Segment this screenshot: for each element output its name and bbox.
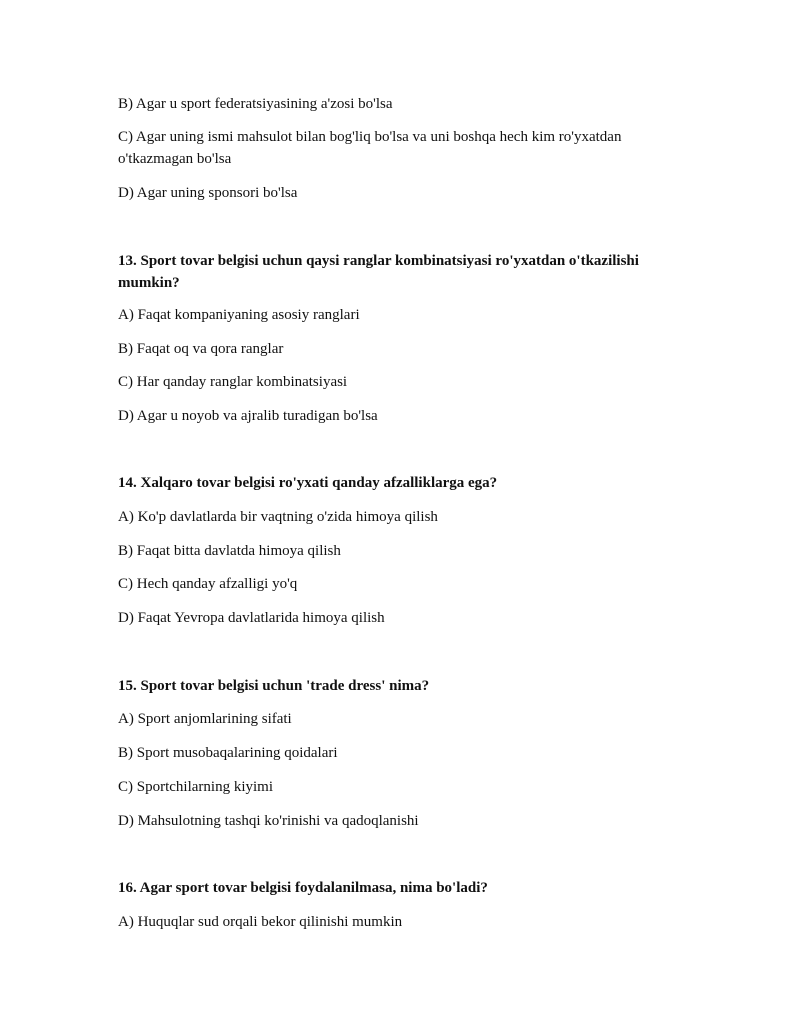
option-12-d: D) Agar uning sponsori bo'lsa [118,185,298,201]
question-13: 13. Sport tovar belgisi uchun qaysi ranglar kombinatsiyasi ro'yxatdan o'tkazilishi mumkin? [118,253,639,291]
option-16-a: A) Huquqlar sud orqali bekor qilinishi mumkin [118,914,403,930]
option-15-c: C) Sportchilarning kiyimi [118,779,273,795]
option-15-b: B) Sport musobaqalarining qoidalari [118,745,338,761]
option-13-d: D) Agar u noyob va ajralib turadigan bo'lsa [118,408,378,424]
question-15: 15. Sport tovar belgisi uchun 'trade dress' nima? [118,678,430,694]
option-13-c: C) Har qanday ranglar kombinatsiyasi [118,374,348,390]
option-12-c: C) Agar uning ismi mahsulot bilan bog'liq bo'lsa va uni boshqa hech kim ro'yxatdan o'tkazmagan bo'lsa [118,129,622,167]
option-14-b: B) Faqat bitta davlatda himoya qilish [118,543,341,559]
option-15-a: A) Sport anjomlarining sifati [118,711,292,727]
option-14-d: D) Faqat Yevropa davlatlarida himoya qilish [118,610,385,626]
option-14-c: C) Hech qanday afzalligi yo'q [118,576,298,592]
option-14-a: A) Ko'p davlatlarda bir vaqtning o'zida himoya qilish [118,509,438,525]
option-15-d: D) Mahsulotning tashqi ko'rinishi va qadoqlanishi [118,813,419,829]
question-16: 16. Agar sport tovar belgisi foydalanilmasa, nima bo'ladi? [118,880,488,896]
question-14: 14. Xalqaro tovar belgisi ro'yxati qanday afzalliklarga ega? [118,475,498,491]
option-13-a: A) Faqat kompaniyaning asosiy ranglari [118,307,360,323]
option-13-b: B) Faqat oq va qora ranglar [118,341,284,357]
option-12-b: B) Agar u sport federatsiyasining a'zosi bo'lsa [118,96,393,112]
